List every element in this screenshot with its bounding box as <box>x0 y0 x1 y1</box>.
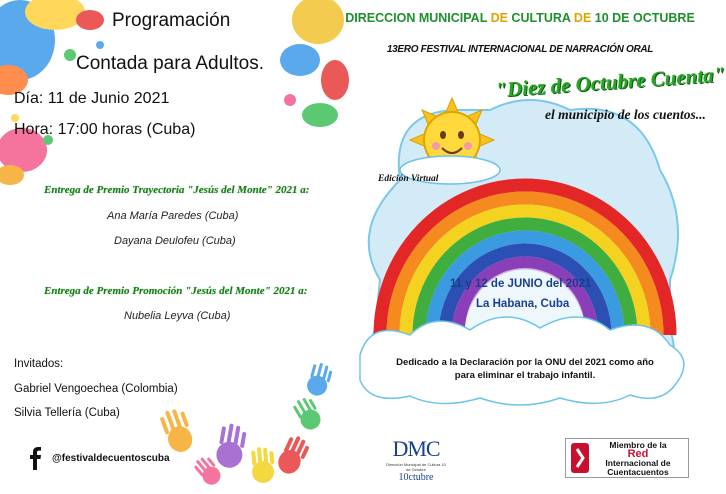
red-logo-line: Red <box>627 448 649 460</box>
dedication-text: Dedicado a la Declaración por la ONU del 2021 como año para eliminar el trabajo infantil. <box>396 357 654 381</box>
award-trayectoria-recipient: Dayana Deulofeu (Cuba) <box>114 235 236 247</box>
dmc-logo <box>386 436 446 483</box>
header-text: DE <box>490 11 512 25</box>
red-logo-line: Cuentacuentos <box>607 467 669 477</box>
festival-name: 13ERO FESTIVAL INTERNACIONAL DE NARRACIÓN ORAL <box>386 44 654 55</box>
guests-label: Invitados: <box>14 358 64 370</box>
red-logo-line: Miembro de la <box>609 440 667 450</box>
header-text: CULTURA <box>511 11 574 25</box>
facebook-icon[interactable] <box>28 446 42 470</box>
festival-title: "Diez de Octubre Cuenta" <box>494 61 726 103</box>
header-text: DIRECCION MUNICIPAL <box>345 11 491 25</box>
dmc-logo-octubre: 10ctubre <box>398 472 434 483</box>
event-date: Día: 11 de Junio 2021 <box>14 90 170 107</box>
red-cuentacuentos-logo <box>565 438 689 478</box>
header-text: 10 DE OCTUBRE <box>594 11 695 25</box>
guest-name: Gabriel Vengoechea (Colombia) <box>14 383 178 395</box>
red-logo-line: Internacional de <box>605 458 671 468</box>
edition-label: Edición Virtual <box>378 174 439 184</box>
program-title-line2: Contada para Adultos. <box>76 53 265 74</box>
red-logo-icon <box>569 441 591 475</box>
program-panel <box>0 0 340 494</box>
award-trayectoria-recipient: Ana María Paredes (Cuba) <box>107 210 239 222</box>
red-logo-text <box>590 441 686 477</box>
program-title-line1: Programación <box>112 10 231 31</box>
award-promocion-title: Entrega de Premio Promoción "Jesús del Monte" 2021 a: <box>44 285 308 297</box>
award-promocion-recipient: Nubelia Leyva (Cuba) <box>124 310 231 322</box>
award-trayectoria-title: Entrega de Premio Trayectoria "Jesús del Monte" 2021 a: <box>44 184 310 196</box>
festival-panel <box>340 0 726 494</box>
handprints-decoration <box>158 361 333 489</box>
dmc-logo-text: DMC <box>392 436 440 461</box>
festival-subtitle: el municipio de los cuentos... <box>545 107 706 122</box>
festival-location: La Habana, Cuba <box>476 298 570 310</box>
guest-name: Silvia Tellería (Cuba) <box>14 407 120 419</box>
festival-dates: 11 y 12 de JUNIO del 2021 <box>450 278 592 290</box>
facebook-handle[interactable]: @festivaldecuentoscuba <box>52 453 170 464</box>
dmc-logo-caption: Dirección Municipal de Cultura 10 de Octubre <box>386 462 446 472</box>
header-text: DE <box>573 11 595 25</box>
event-time: Hora: 17:00 horas (Cuba) <box>14 121 196 138</box>
